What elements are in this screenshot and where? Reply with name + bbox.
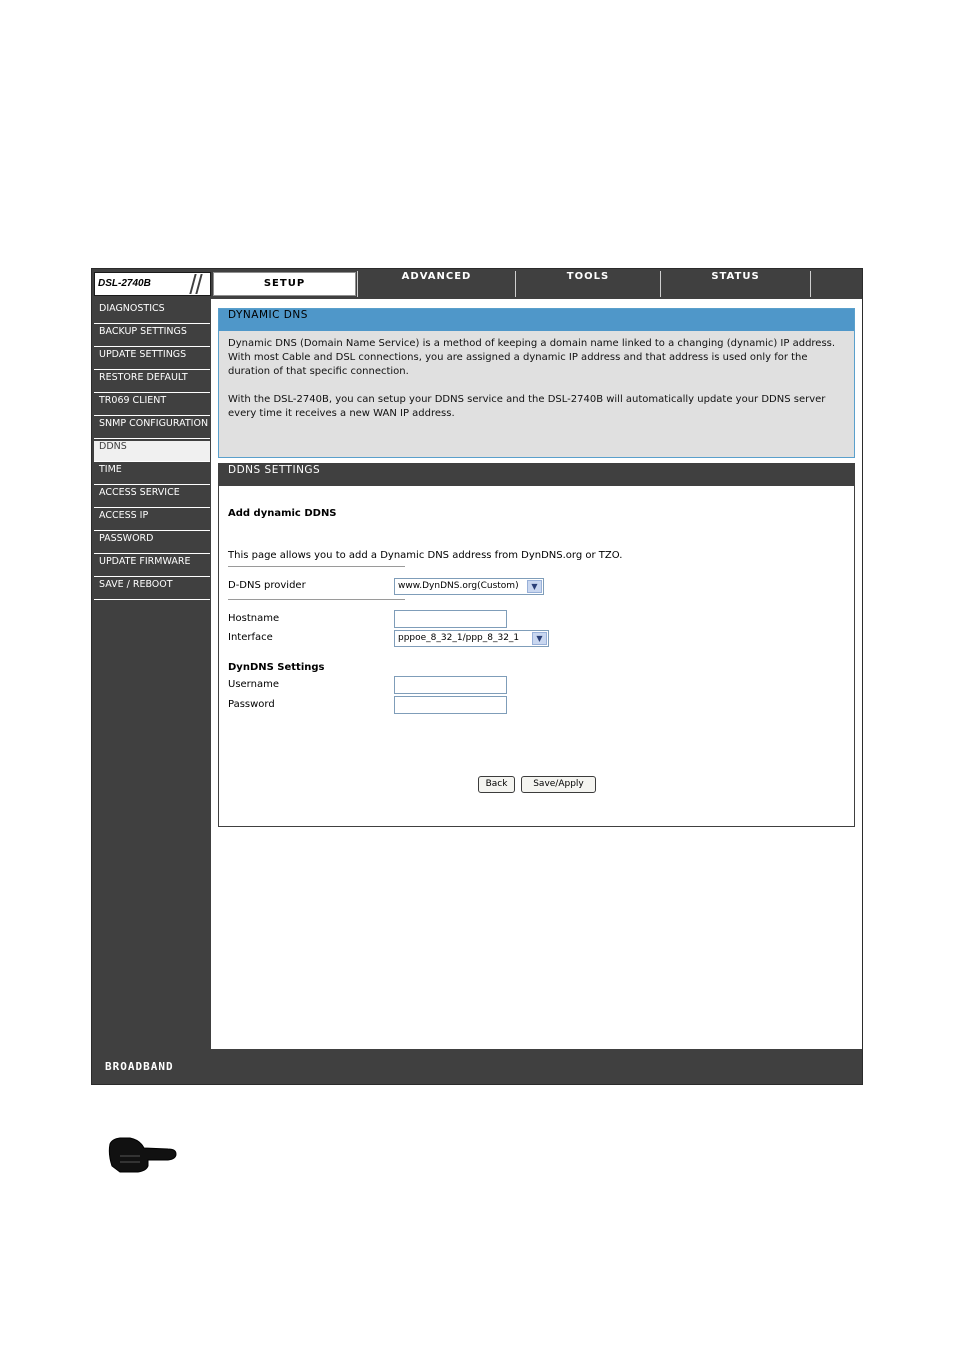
provider-label: D-DNS provider: [228, 580, 306, 591]
sidebar-item-password[interactable]: PASSWORD: [94, 533, 210, 554]
hostname-label: Hostname: [228, 613, 280, 624]
sidebar-item-save-reboot[interactable]: SAVE / REBOOT: [94, 579, 210, 600]
tab-empty: [810, 271, 862, 297]
pointing-hand-icon: [106, 1134, 178, 1174]
intro-paragraph-2: With the DSL-2740B, you can setup your DDNS service and the DSL-2740B will automatically update your DDNS server every time it receives a new WAN IP address.: [228, 394, 826, 419]
password-input[interactable]: [394, 696, 507, 714]
intro-paragraph-1: Dynamic DNS (Domain Name Service) is a method of keeping a domain name linked to a changing (dynamic) IP address. With most Cable and DSL connections, you are assigned a dynamic IP address and that address is used only for the duration of that specific connection.: [228, 338, 836, 377]
sidebar-item-time[interactable]: TIME: [94, 464, 210, 485]
footer-bar: [92, 1049, 862, 1084]
hostname-input[interactable]: [394, 610, 507, 628]
divider: [228, 599, 405, 600]
username-label: Username: [228, 679, 279, 690]
sidebar-item-tr069-client[interactable]: TR069 CLIENT: [94, 395, 210, 416]
chevron-down-icon[interactable]: ▼: [527, 580, 542, 593]
sidebar-item-diagnostics[interactable]: DIAGNOSTICS: [94, 303, 210, 324]
settings-description: This page allows you to add a Dynamic DNS address from DynDNS.org or TZO.: [228, 550, 623, 561]
sidebar-item-restore-default[interactable]: RESTORE DEFAULT: [94, 372, 210, 393]
username-input[interactable]: [394, 676, 507, 694]
settings-title: DDNS SETTINGS: [219, 464, 854, 486]
main-content: [211, 299, 862, 1049]
save-apply-button[interactable]: Save/Apply: [521, 776, 596, 793]
dyndns-settings-heading: DynDNS Settings: [228, 662, 325, 673]
settings-subtitle: Add dynamic DDNS: [228, 508, 337, 519]
sidebar-item-access-ip[interactable]: ACCESS IP: [94, 510, 210, 531]
interface-select[interactable]: [394, 630, 549, 647]
sidebar-item-update-firmware[interactable]: UPDATE FIRMWARE: [94, 556, 210, 577]
footer-brand: BROADBAND: [105, 1060, 174, 1073]
sidebar-item-backup-settings[interactable]: BACKUP SETTINGS: [94, 326, 210, 347]
sidebar-item-ddns[interactable]: DDNS: [94, 441, 210, 462]
sidebar: [92, 299, 211, 1049]
interface-select-value: pppoe_8_32_1/ppp_8_32_1: [398, 633, 520, 643]
tab-status[interactable]: STATUS: [660, 271, 810, 297]
tab-advanced[interactable]: ADVANCED: [357, 271, 515, 297]
dynamic-dns-intro-panel: [218, 308, 855, 458]
sidebar-item-snmp-configuration[interactable]: SNMP CONFIGURATION: [94, 418, 210, 439]
provider-select[interactable]: [394, 578, 544, 595]
top-navigation-bar: [92, 269, 862, 299]
router-ui-frame: [91, 268, 863, 1085]
back-button[interactable]: Back: [478, 776, 515, 793]
tab-tools[interactable]: TOOLS: [515, 271, 660, 297]
logo-slash-icon: [195, 274, 202, 294]
divider: [228, 566, 405, 567]
brand-logo: [94, 272, 211, 296]
tab-setup[interactable]: SETUP: [213, 272, 356, 296]
chevron-down-icon[interactable]: ▼: [532, 632, 547, 645]
sidebar-item-update-settings[interactable]: UPDATE SETTINGS: [94, 349, 210, 370]
intro-title: DYNAMIC DNS: [219, 309, 854, 331]
provider-select-value: www.DynDNS.org(Custom): [398, 581, 519, 591]
model-name: DSL-2740B: [98, 278, 151, 289]
password-label: Password: [228, 699, 275, 710]
sidebar-item-access-service[interactable]: ACCESS SERVICE: [94, 487, 210, 508]
interface-label: Interface: [228, 632, 273, 643]
ddns-settings-panel: [218, 463, 855, 827]
